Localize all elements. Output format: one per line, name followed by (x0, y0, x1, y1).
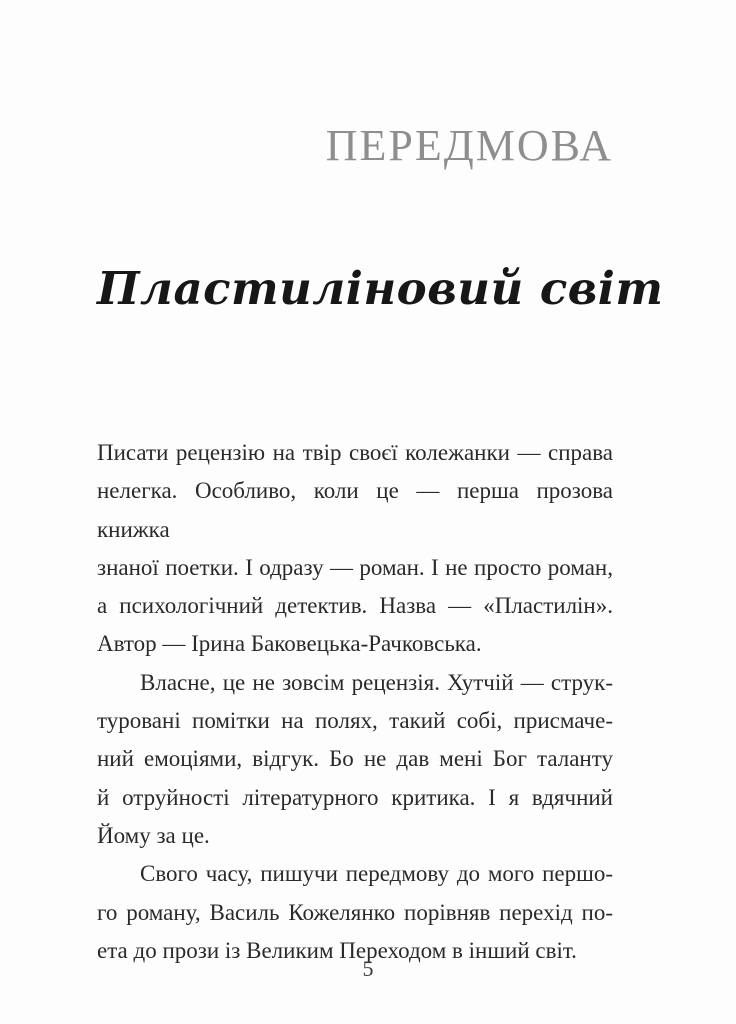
text-line: знаної поетки. І одразу — роман. І не просто роман, (97, 554, 613, 580)
text-line: го роману, Василь Кожелянко порівняв перехід по- (97, 899, 613, 925)
paragraph (97, 434, 613, 664)
text-line: нелегка. Особливо, коли це — перша прозова книжка (97, 478, 613, 542)
text-line: туровані помітки на полях, такий собі, присмаче- (97, 708, 613, 734)
text-line: Писати рецензію на твір своєї колежанки — справа (97, 440, 613, 465)
text-line: Автор — Ірина Баковецька-Рачковська. (97, 631, 482, 657)
paragraph (97, 664, 613, 855)
text-line: ета до прози із Великим Переходом в інший світ. (97, 937, 577, 963)
body-text (97, 434, 613, 970)
page-number: 5 (362, 956, 374, 981)
chapter-kicker: ПЕРЕДМОВА (325, 121, 613, 170)
text-line: Йому за це. (97, 822, 210, 848)
paragraph (97, 855, 613, 970)
text-line: й отруйності літературного критика. І я вдячний (97, 784, 613, 810)
text-line: а психологічний детектив. Назва — «Пластилін». (97, 593, 613, 619)
page-title: Пластиліновий світ (97, 262, 664, 315)
text-line: Власне, це не зовсім рецензія. Хутчій — струк- (140, 669, 613, 695)
text-line: Свого часу, пишучи передмову до мого першо- (140, 861, 613, 887)
text-line: ний емоціями, відгук. Бо не дав мені Бог таланту (97, 746, 613, 772)
